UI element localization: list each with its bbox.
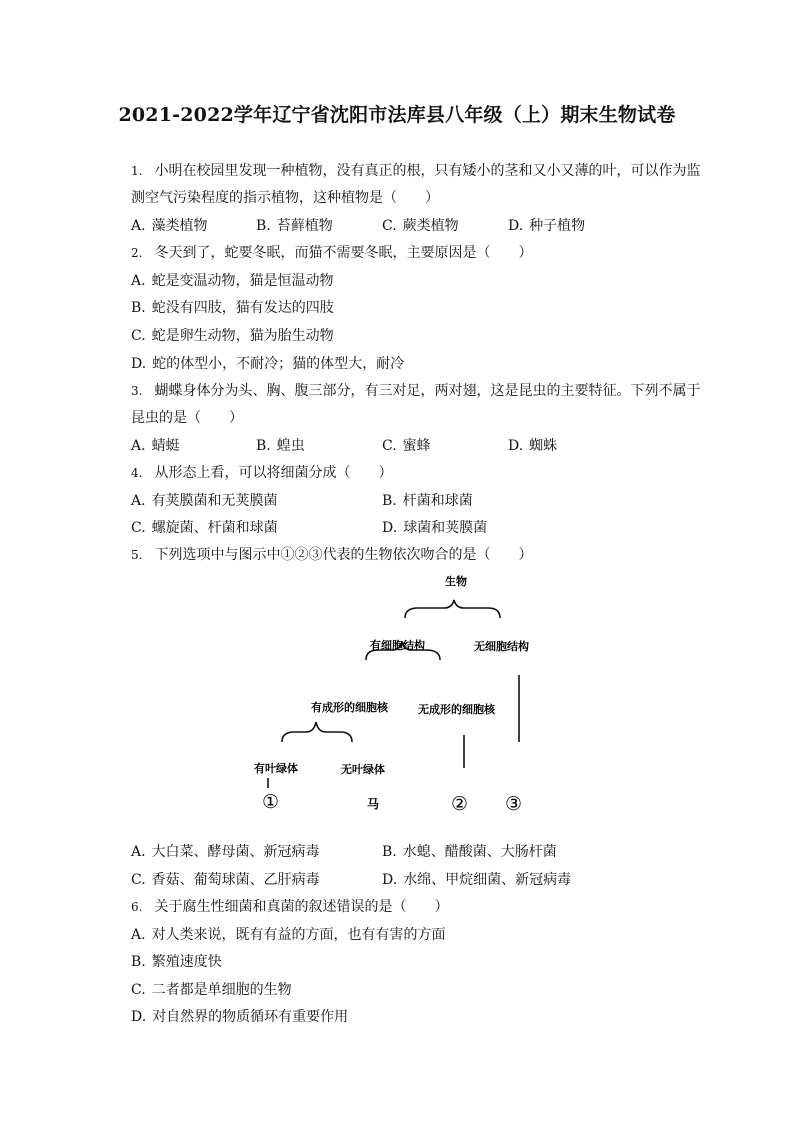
question-number: 1.: [131, 164, 143, 178]
option-label: A.: [131, 493, 146, 509]
question-number: 2.: [131, 246, 143, 260]
question-6: [131, 898, 448, 916]
mark-3: ③: [505, 793, 523, 815]
question-text: 从形态上看，可以将细菌分成（ ）: [154, 465, 393, 481]
option-b: [131, 299, 334, 317]
question-text: 下列选项中与图示中①②③代表的生物依次吻合的是（ ）: [154, 547, 533, 563]
option-c: [131, 519, 278, 537]
option-text: 种子植物: [529, 218, 586, 234]
page-title: 2021-2022学年辽宁省沈阳市法库县八年级（上）期末生物试卷: [118, 104, 676, 126]
option-label: D.: [508, 438, 524, 454]
option-text: 螺旋菌、杆菌和球菌: [151, 520, 278, 536]
question-text: 小明在校园里发现一种植物，没有真正的根，只有矮小的茎和又小又薄的叶，可以作为监: [154, 163, 701, 179]
option-label: A.: [131, 927, 146, 943]
option-b: [382, 492, 473, 510]
mark-2: ②: [451, 793, 469, 815]
option-c: [382, 437, 431, 455]
option-text: 对自然界的物质循环有重要作用: [152, 1009, 349, 1025]
question-text: 冬天到了，蛇要冬眠，而猫不需要冬眠，主要原因是（ ）: [154, 245, 533, 261]
option-label: C.: [382, 438, 397, 454]
option-text: 大白菜、酵母菌、新冠病毒: [151, 844, 320, 860]
option-label: C.: [131, 328, 146, 344]
label-root: 生物: [445, 575, 467, 588]
option-text: 蛇是卵生动物，猫为胎生动物: [151, 328, 334, 344]
option-label: B.: [131, 954, 146, 970]
label-acellular: 无细胞结构: [474, 640, 529, 653]
option-label: D.: [382, 520, 398, 536]
label-cellular: 有细胞结构: [370, 639, 425, 652]
option-d: [131, 1008, 348, 1026]
option-text: 蜜蜂: [402, 438, 431, 454]
option-text: 二者都是单细胞的生物: [151, 982, 292, 998]
option-a: [131, 272, 334, 290]
option-label: B.: [382, 493, 397, 509]
option-d: [382, 519, 487, 537]
option-label: D.: [131, 1009, 147, 1025]
option-text: 蝗虫: [276, 438, 305, 454]
option-a: [131, 217, 208, 235]
option-label: C.: [131, 520, 146, 536]
brace-nucleus: [282, 722, 352, 742]
option-text: 香菇、葡萄球菌、乙肝病毒: [151, 872, 320, 888]
option-b: [382, 843, 557, 861]
label-with-nucleus: 有成形的细胞核: [311, 701, 388, 714]
option-d: [131, 355, 404, 373]
option-label: A.: [131, 438, 146, 454]
option-text: 苔藓植物: [276, 218, 333, 234]
question-3: [131, 382, 700, 400]
option-text: 繁殖速度快: [151, 954, 222, 970]
option-text: 水螅、醋酸菌、大肠杆菌: [402, 844, 557, 860]
option-label: D.: [508, 218, 524, 234]
question-number: 5.: [131, 548, 143, 562]
label-without-nucleus: 无成形的细胞核: [418, 703, 495, 716]
brace-root: [405, 600, 500, 618]
option-label: B.: [131, 300, 146, 316]
option-c: [131, 871, 320, 889]
mark-other: 马: [367, 797, 380, 811]
option-d: [382, 871, 571, 889]
option-text: 水绵、甲烷细菌、新冠病毒: [403, 872, 572, 888]
option-label: A.: [131, 844, 146, 860]
option-label: C.: [131, 872, 146, 888]
question-5: [131, 546, 532, 564]
question-number: 6.: [131, 900, 143, 914]
option-text: 蛇没有四肢，猫有发达的四肢: [151, 300, 334, 316]
option-label: B.: [256, 218, 271, 234]
mark-1: ①: [262, 791, 280, 813]
option-label: D.: [382, 872, 398, 888]
option-text: 蛇是变温动物，猫是恒温动物: [151, 273, 334, 289]
question-text: 蝴蝶身体分为头、胸、腹三部分，有三对足，两对翅，这是昆虫的主要特征。下列不属于: [154, 383, 701, 399]
option-a: [131, 437, 180, 455]
question-4: [131, 464, 392, 482]
question-text: 关于腐生性细菌和真菌的叙述错误的是（ ）: [154, 899, 449, 915]
option-text: 藻类植物: [151, 218, 208, 234]
option-a: [131, 926, 446, 944]
option-label: D.: [131, 356, 147, 372]
option-b: [256, 437, 305, 455]
question-2: [131, 244, 532, 262]
option-b: [131, 953, 222, 971]
question-1: [131, 162, 700, 180]
label-with-chloroplast: 有叶绿体: [254, 762, 298, 775]
option-text: 球菌和荚膜菌: [403, 520, 488, 536]
question-number: 3.: [131, 384, 143, 398]
option-text: 蕨类植物: [402, 218, 459, 234]
option-label: A.: [131, 218, 146, 234]
option-label: B.: [256, 438, 271, 454]
option-label: B.: [382, 844, 397, 860]
question-3-continued: 昆虫的是（ ）: [131, 410, 243, 426]
classification-diagram: [0, 570, 794, 830]
option-c: [131, 981, 292, 999]
option-text: 蜘蛛: [529, 438, 558, 454]
option-d: [508, 437, 557, 455]
option-b: [256, 217, 333, 235]
option-label: C.: [131, 982, 146, 998]
option-text: 蛇的体型小，不耐冷；猫的体型大，耐冷: [152, 356, 405, 372]
option-label: C.: [382, 218, 397, 234]
option-d: [508, 217, 585, 235]
option-text: 杆菌和球菌: [402, 493, 473, 509]
option-c: [131, 327, 334, 345]
question-number: 4.: [131, 466, 143, 480]
option-text: 蜻蜓: [151, 438, 180, 454]
option-c: [382, 217, 459, 235]
label-without-chloroplast: 无叶绿体: [341, 763, 385, 776]
option-a: [131, 492, 278, 510]
option-a: [131, 843, 320, 861]
option-text: 有荚膜菌和无荚膜菌: [151, 493, 278, 509]
option-label: A.: [131, 273, 146, 289]
option-text: 对人类来说，既有有益的方面，也有有害的方面: [151, 927, 446, 943]
question-1-continued: 测空气污染程度的指示植物，这种植物是（ ）: [131, 190, 439, 206]
